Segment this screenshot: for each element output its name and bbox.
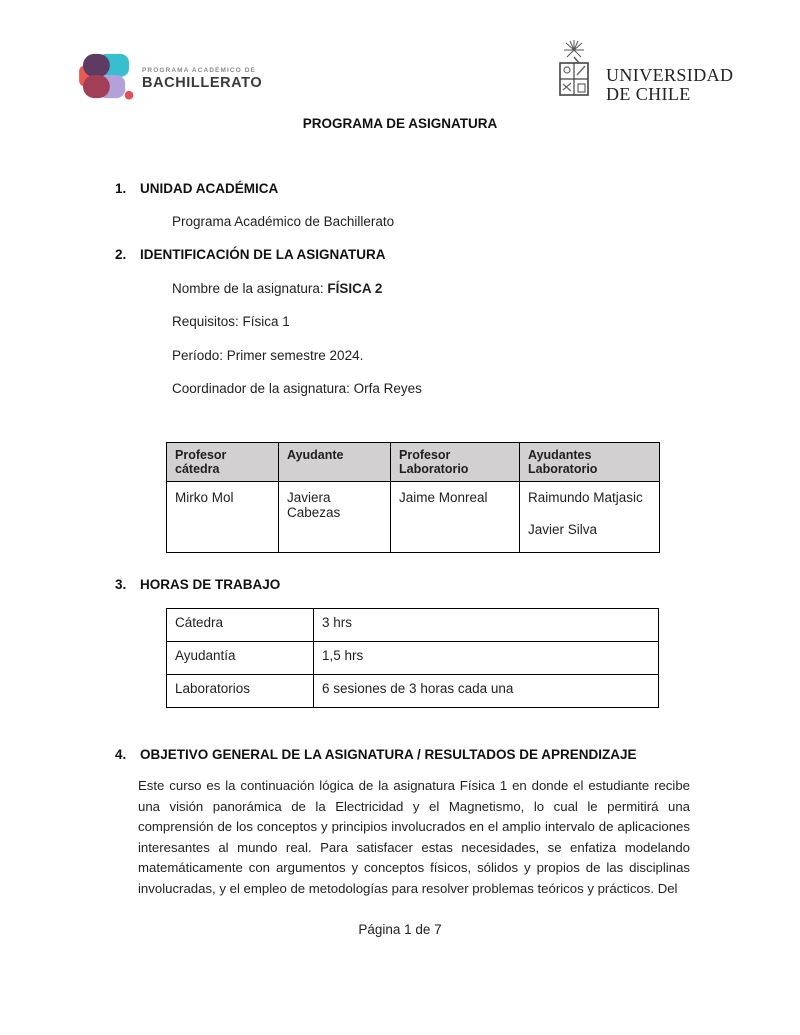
equipo-cell-ayudante: Javiera Cabezas <box>279 482 391 553</box>
equipo-table-row <box>167 482 660 553</box>
section-3-heading <box>115 577 280 592</box>
section-4-title: OBJETIVO GENERAL DE LA ASIGNATURA / RESULTADOS DE APRENDIZAJE <box>140 747 637 762</box>
equipo-header-ayudantes-laboratorio: Ayudantes Laboratorio <box>520 443 660 482</box>
ayudante-laboratorio-1: Raimundo Matjasic <box>528 490 643 505</box>
equipo-docente-table <box>166 442 660 553</box>
periodo-line: Período: Primer semestre 2024. <box>172 348 364 363</box>
equipo-table-header-row <box>167 443 660 482</box>
nombre-asignatura-value: FÍSICA 2 <box>327 281 383 296</box>
objective-paragraph: Este curso es la continuación lógica de la asignatura Física 1 en donde el estudiante recibe una visión panorámica de la Electricidad y el Magnetismo, lo cual le permitirá una comprensión de los conceptos y principios involucrados en el amplio intervalo de aplicaciones interesantes al mundo real. Para satisfacer estas necesidades, se enfatiza modelando matemáticamente con argumentos y conceptos físicos, sólidos y propios de las disciplinas involucradas, y el empleo de metodologías para resolver problemas teóricos y prácticos. Del <box>138 778 690 896</box>
bachillerato-logo-small-text: PROGRAMA ACADÉMICO DE <box>142 67 256 74</box>
horas-row-ayudantia <box>167 642 659 675</box>
section-3-title: HORAS DE TRABAJO <box>140 577 281 592</box>
uchile-logo <box>556 40 733 104</box>
nombre-asignatura-line <box>172 281 382 296</box>
nombre-asignatura-label: Nombre de la asignatura: <box>172 281 328 296</box>
equipo-header-ayudante: Ayudante <box>279 443 391 482</box>
section-3-number: 3. <box>115 577 127 592</box>
horas-row-catedra <box>167 609 659 642</box>
document-title: PROGRAMA DE ASIGNATURA <box>302 116 498 131</box>
section-1-title: UNIDAD ACADÉMICA <box>140 181 279 196</box>
section-2-title: IDENTIFICACIÓN DE LA ASIGNATURA <box>140 247 386 262</box>
page-number: Página 1 de 7 <box>358 922 442 937</box>
bachillerato-logo <box>78 52 262 100</box>
section-2-heading <box>115 247 386 262</box>
bachillerato-logo-text <box>142 67 262 91</box>
horas-label-ayudantia: Ayudantía <box>167 642 314 675</box>
bachillerato-b-icon <box>78 52 134 100</box>
equipo-cell-profesor-catedra: Mirko Mol <box>167 482 279 553</box>
equipo-header-profesor-laboratorio: Profesor Laboratorio <box>391 443 520 482</box>
requisitos-line: Requisitos: Física 1 <box>172 314 290 329</box>
uchile-logo-text <box>606 66 733 104</box>
horas-row-laboratorios <box>167 675 659 708</box>
horas-label-catedra: Cátedra <box>167 609 314 642</box>
horas-value-laboratorios: 6 sesiones de 3 horas cada una <box>314 675 659 708</box>
coordinador-line: Coordinador de la asignatura: Orfa Reyes <box>172 381 422 396</box>
horas-trabajo-table <box>166 608 659 708</box>
section-1-heading <box>115 181 278 196</box>
section-4-heading <box>115 747 637 762</box>
horas-value-ayudantia: 1,5 hrs <box>314 642 659 675</box>
bachillerato-logo-big-text: BACHILLERATO <box>142 75 263 91</box>
horas-label-laboratorios: Laboratorios <box>167 675 314 708</box>
equipo-cell-profesor-laboratorio: Jaime Monreal <box>391 482 520 553</box>
section-2-number: 2. <box>115 247 127 262</box>
uchile-text-line1: UNIVERSIDAD <box>606 65 734 85</box>
section-1-number: 1. <box>115 181 127 196</box>
ayudante-laboratorio-2: Javier Silva <box>528 522 598 537</box>
equipo-header-profesor-catedra: Profesor cátedra <box>167 443 279 482</box>
equipo-cell-ayudantes-laboratorio <box>520 482 660 553</box>
uchile-text-line2: DE CHILE <box>606 84 691 104</box>
section-4-number: 4. <box>115 747 127 762</box>
uchile-crest-icon <box>556 40 600 102</box>
unidad-academica-value: Programa Académico de Bachillerato <box>172 214 395 229</box>
horas-value-catedra: 3 hrs <box>314 609 659 642</box>
